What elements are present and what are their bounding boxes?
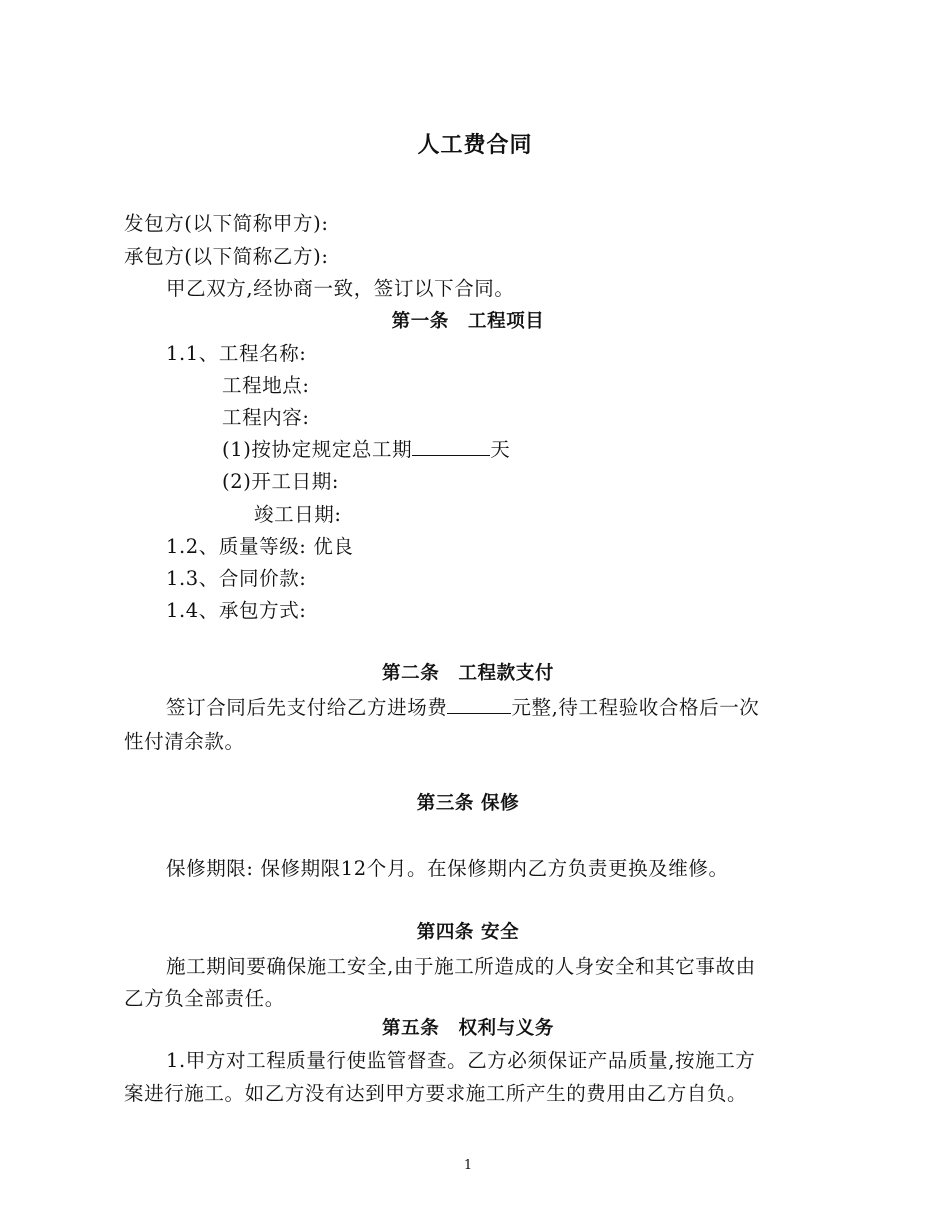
contract-method-line: 1.4、承包方式:: [166, 599, 307, 622]
quality-grade-line: 1.2、质量等级: 优良: [166, 535, 354, 558]
entry-fee-blank[interactable]: [447, 695, 511, 714]
article-3-heading: 第三条 保修: [416, 793, 520, 814]
period-prefix: (1)按协定规定总工期: [222, 438, 413, 461]
project-period-line: [222, 437, 510, 463]
period-suffix: 天: [490, 438, 511, 461]
project-name-line: 1.1、工程名称:: [166, 342, 307, 365]
safety-line-1: 施工期间要确保施工安全,由于施工所造成的人身安全和其它事故由: [166, 955, 756, 978]
project-content-line: 工程内容:: [222, 406, 310, 429]
payment-line-1: [166, 695, 759, 721]
document-title: 人工费合同: [417, 133, 533, 158]
page-number: 1: [463, 1158, 473, 1173]
payment-suffix: 元整,待工程验收合格后一次: [511, 696, 760, 719]
rights-line-1: 1.甲方对工程质量行使监管督查。乙方必须保证产品质量,按施工方: [166, 1049, 756, 1072]
party-b-line: 承包方(以下简称乙方):: [124, 245, 329, 268]
article-2-heading: 第二条 工程款支付: [382, 663, 554, 684]
start-date-line: (2)开工日期:: [222, 470, 339, 493]
article-5-heading: 第五条 权利与义务: [382, 1018, 554, 1039]
intro-paragraph: 甲乙双方,经协商一致，签订以下合同。: [166, 277, 515, 300]
article-4-heading: 第四条 安全: [416, 922, 520, 943]
payment-line-2: 性付清余款。: [124, 730, 245, 753]
warranty-line: 保修期限: 保修期限12个月。在保修期内乙方负责更换及维修。: [166, 857, 729, 880]
period-days-blank[interactable]: [412, 437, 490, 456]
project-location-line: 工程地点:: [222, 374, 310, 397]
safety-line-2: 乙方负全部责任。: [124, 987, 285, 1010]
payment-prefix: 签订合同后先支付给乙方进场费: [166, 696, 448, 719]
contract-price-line: 1.3、合同价款:: [166, 567, 307, 590]
article-1-heading: 第一条 工程项目: [391, 311, 545, 332]
rights-line-2: 案进行施工。如乙方没有达到甲方要求施工所产生的费用由乙方自负。: [124, 1082, 748, 1105]
end-date-line: 竣工日期:: [254, 503, 342, 526]
party-a-line: 发包方(以下简称甲方):: [124, 212, 329, 235]
